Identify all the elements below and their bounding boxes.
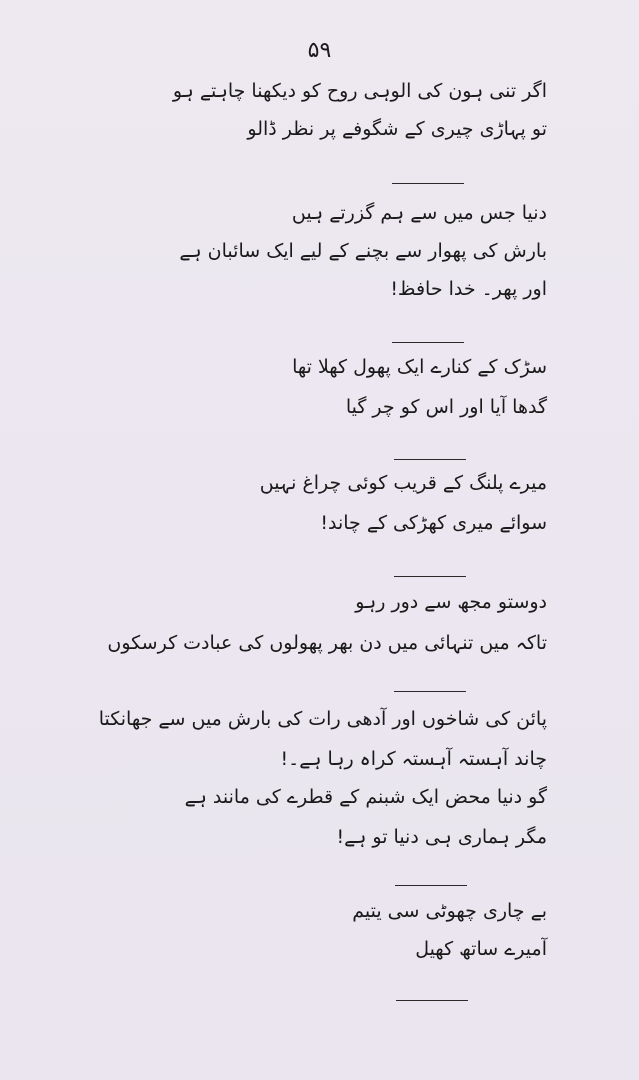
poem-line: گو دنیا محض ایک شبنم کے قطرے کی مانند ہے — [184, 786, 547, 808]
page-number: ۵۹ — [307, 38, 332, 63]
stanza-divider — [394, 576, 466, 577]
poem-line: بے چاری چھوٹی سی یتیم — [352, 900, 547, 922]
poem-line: میرے پلنگ کے قریب کوئی چراغ نہیں — [259, 472, 547, 494]
poem-line: بارش کی پھوار سے بچنے کے لیے ایک سائبان ہے — [179, 240, 547, 262]
stanza-divider — [395, 885, 467, 886]
stanza-divider — [392, 183, 464, 184]
poem-line: سوائے میری کھڑکی کے چاند! — [320, 512, 547, 534]
poem-line: اور پھر۔ خدا حافظ! — [390, 278, 547, 300]
poem-line: اگر تنی ہون کی الوہی روح کو دیکھنا چاہتے ہو — [172, 80, 547, 102]
poem-line: چاند آہستہ آہستہ کراہ رہا ہے۔! — [280, 748, 547, 770]
stanza-divider — [394, 459, 466, 460]
poem-line: دنیا جس میں سے ہم گزرتے ہیں — [291, 202, 547, 224]
poem-line: گدھا آیا اور اس کو چر گیا — [345, 396, 547, 418]
stanza-divider — [396, 1000, 468, 1001]
poem-line: مگر ہماری ہی دنیا تو ہے! — [336, 826, 547, 848]
stanza-divider — [392, 342, 464, 343]
poem-line: تو پہاڑی چیری کے شگوفے پر نظر ڈالو — [247, 118, 547, 140]
poem-line: آمیرے ساتھ کھیل — [415, 938, 547, 960]
poem-line: دوستو مجھ سے دور رہو — [355, 591, 547, 613]
poem-line: پائن کی شاخوں اور آدھی رات کی بارش میں سے جھانکتا — [98, 708, 547, 730]
stanza-divider — [394, 691, 466, 692]
poem-line: سڑک کے کنارے ایک پھول کھلا تھا — [292, 356, 547, 378]
poem-line: تاکہ میں تنہائی میں دن بھر پھولوں کی عبادت کرسکوں — [107, 632, 547, 654]
